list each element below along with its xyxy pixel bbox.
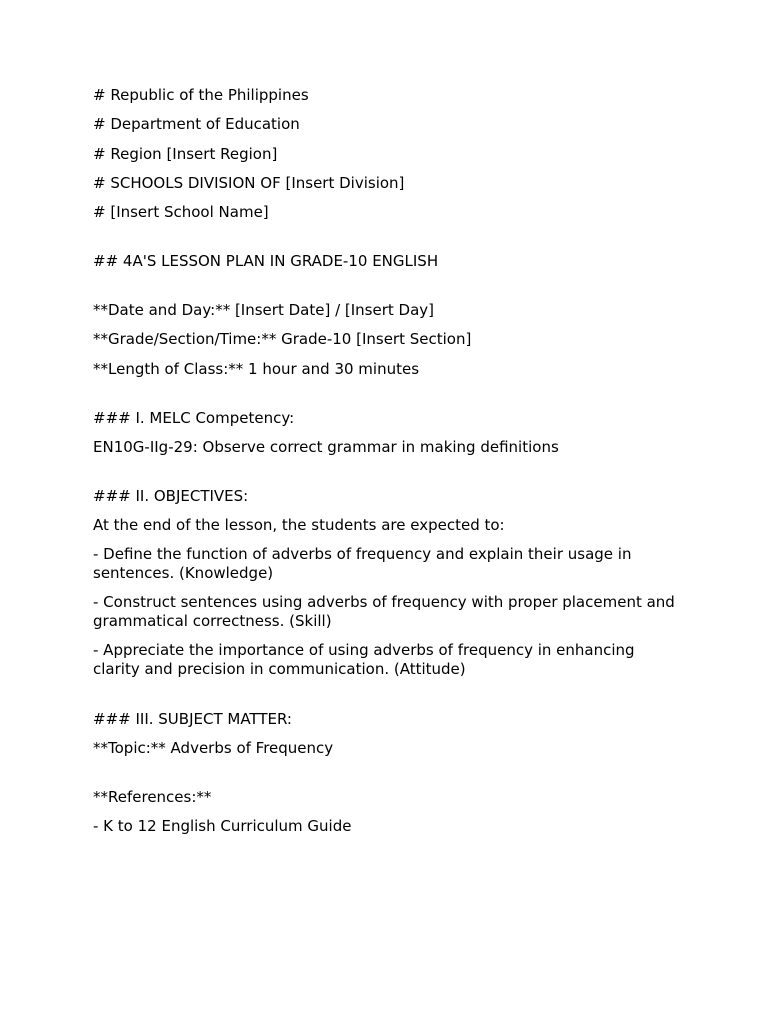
objective-knowledge: - Define the function of adverbs of frequency and explain their usage in sentences. (Knowledge) [93, 544, 632, 583]
header-line-country: # Republic of the Philippines [93, 86, 309, 104]
references-heading: **References:** [93, 787, 212, 806]
reference-item: - K to 12 English Curriculum Guide [93, 817, 352, 836]
header-line-school: # [Insert School Name] [93, 203, 269, 222]
header-line-division: # SCHOOLS DIVISION OF [Insert Division] [93, 173, 405, 192]
detail-date-day: **Date and Day:** [Insert Date] / [Insert Day] [93, 301, 435, 320]
objective-attitude: - Appreciate the importance of using adverbs of frequency in enhancing clarity and precision in communication. (Attitude) [93, 640, 635, 679]
document-header [93, 85, 678, 222]
melc-text: EN10G-IIg-29: Observe correct grammar in making definitions [93, 438, 559, 457]
subject-matter-topic: **Topic:** Adverbs of Frequency [93, 738, 334, 757]
objectives-intro: At the end of the lesson, the students are expected to: [93, 516, 505, 535]
lesson-plan-title: ## 4A'S LESSON PLAN IN GRADE-10 ENGLISH [93, 252, 439, 271]
subject-matter-section [93, 709, 678, 837]
objectives-section [93, 486, 678, 680]
header-line-department: # Department of Education [93, 115, 300, 134]
objective-skill: - Construct sentences using adverbs of frequency with proper placement and grammatical correctness. (Skill) [93, 592, 675, 631]
document-page [93, 85, 678, 846]
detail-grade-section: **Grade/Section/Time:** Grade-10 [Insert Section] [93, 330, 472, 349]
melc-heading: ### I. MELC Competency: [93, 408, 295, 427]
header-line-region: # Region [Insert Region] [93, 144, 278, 163]
class-details [93, 300, 678, 379]
melc-section [93, 408, 678, 457]
detail-length: **Length of Class:** 1 hour and 30 minutes [93, 359, 420, 378]
objectives-heading: ### II. OBJECTIVES: [93, 487, 249, 506]
subject-matter-heading: ### III. SUBJECT MATTER: [93, 709, 292, 728]
